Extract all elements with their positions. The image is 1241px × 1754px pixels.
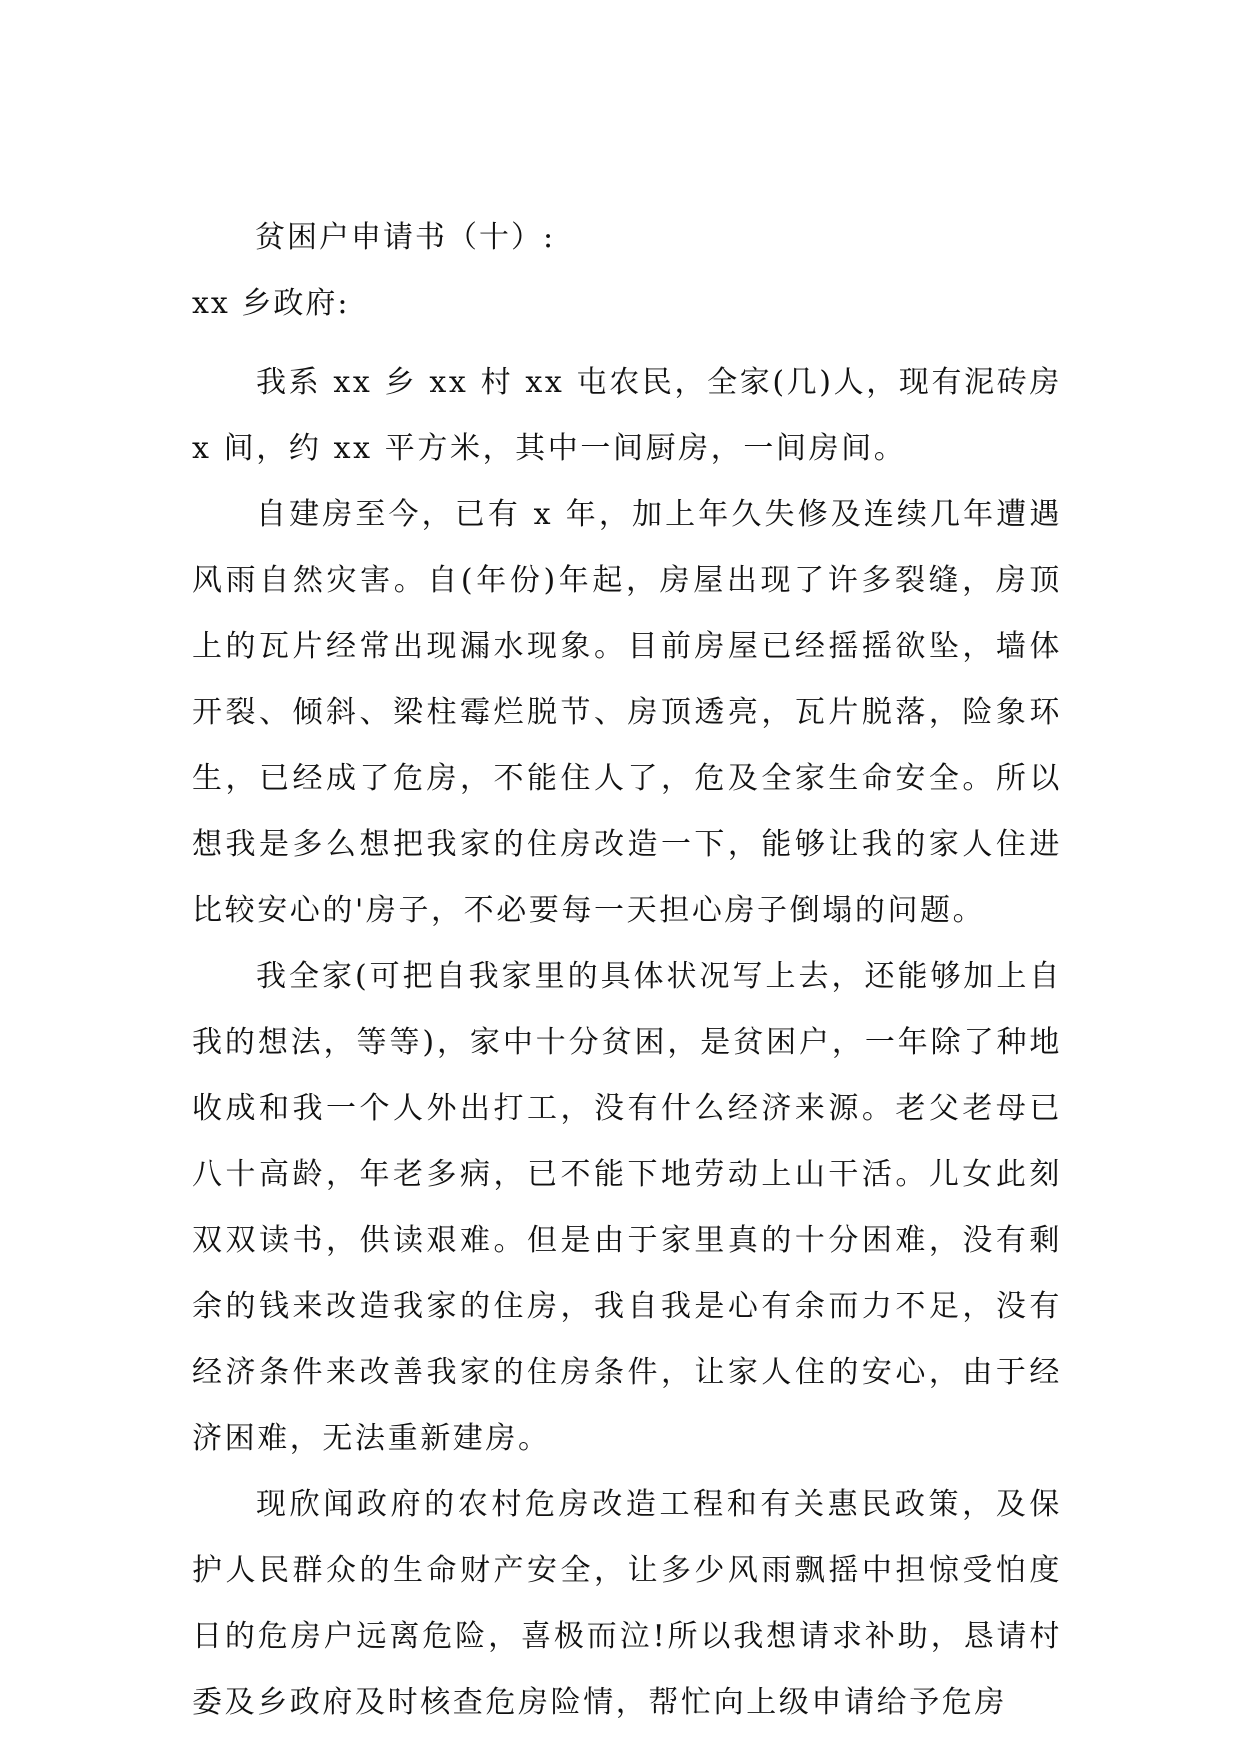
document-body xyxy=(192,218,1062,1736)
paragraph-3: 我全家(可把自我家里的具体状况写上去，还能够加上自我的想法，等等)，家中十分贫困，是贫困户，一年除了种地收成和我一个人外出打工，没有什么经济来源。老父老母已八十高龄，年老多病，已不能下地劳动上山干活。儿女此刻双双读书，供读艰难。但是由于家里真的十分困难，没有剩余的钱来改造我家的住房，我自我是心有余而力不足，没有经济条件来改善我家的住房条件，让家人住的安心，由于经济困难，无法重新建房。 xyxy=(192,959,1062,1456)
paragraph-2: 自建房至今，已有 x 年，加上年久失修及连续几年遭遇风雨自然灾害。自(年份)年起，房屋出现了许多裂缝，房顶上的瓦片经常出现漏水现象。目前房屋已经摇摇欲坠，墙体开裂、倾斜、梁柱霉烂脱节、房顶透亮，瓦片脱落，险象环生，已经成了危房，不能住人了，危及全家生命安全。所以想我是多么想把我家的住房改造一下，能够让我的家人住进比较安心的'房子，不必要每一天担心房子倒塌的问题。 xyxy=(192,497,1062,928)
salutation: xx 乡政府: xyxy=(192,286,350,321)
paragraph-1: 我系 xx 乡 xx 村 xx 屯农民，全家(几)人，现有泥砖房 x 间，约 xx 平方米，其中一间厨房，一间房间。 xyxy=(192,365,1062,466)
document-title: 贫困户申请书（十）: xyxy=(255,220,556,255)
paragraph-4: 现欣闻政府的农村危房改造工程和有关惠民政策，及保护人民群众的生命财产安全，让多少风雨飘摇中担惊受怕度日的危房户远离危险，喜极而泣!所以我想请求补助，恳请村委及乡政府及时核查危房险情，帮忙向上级申请给予危房 xyxy=(192,1487,1062,1720)
